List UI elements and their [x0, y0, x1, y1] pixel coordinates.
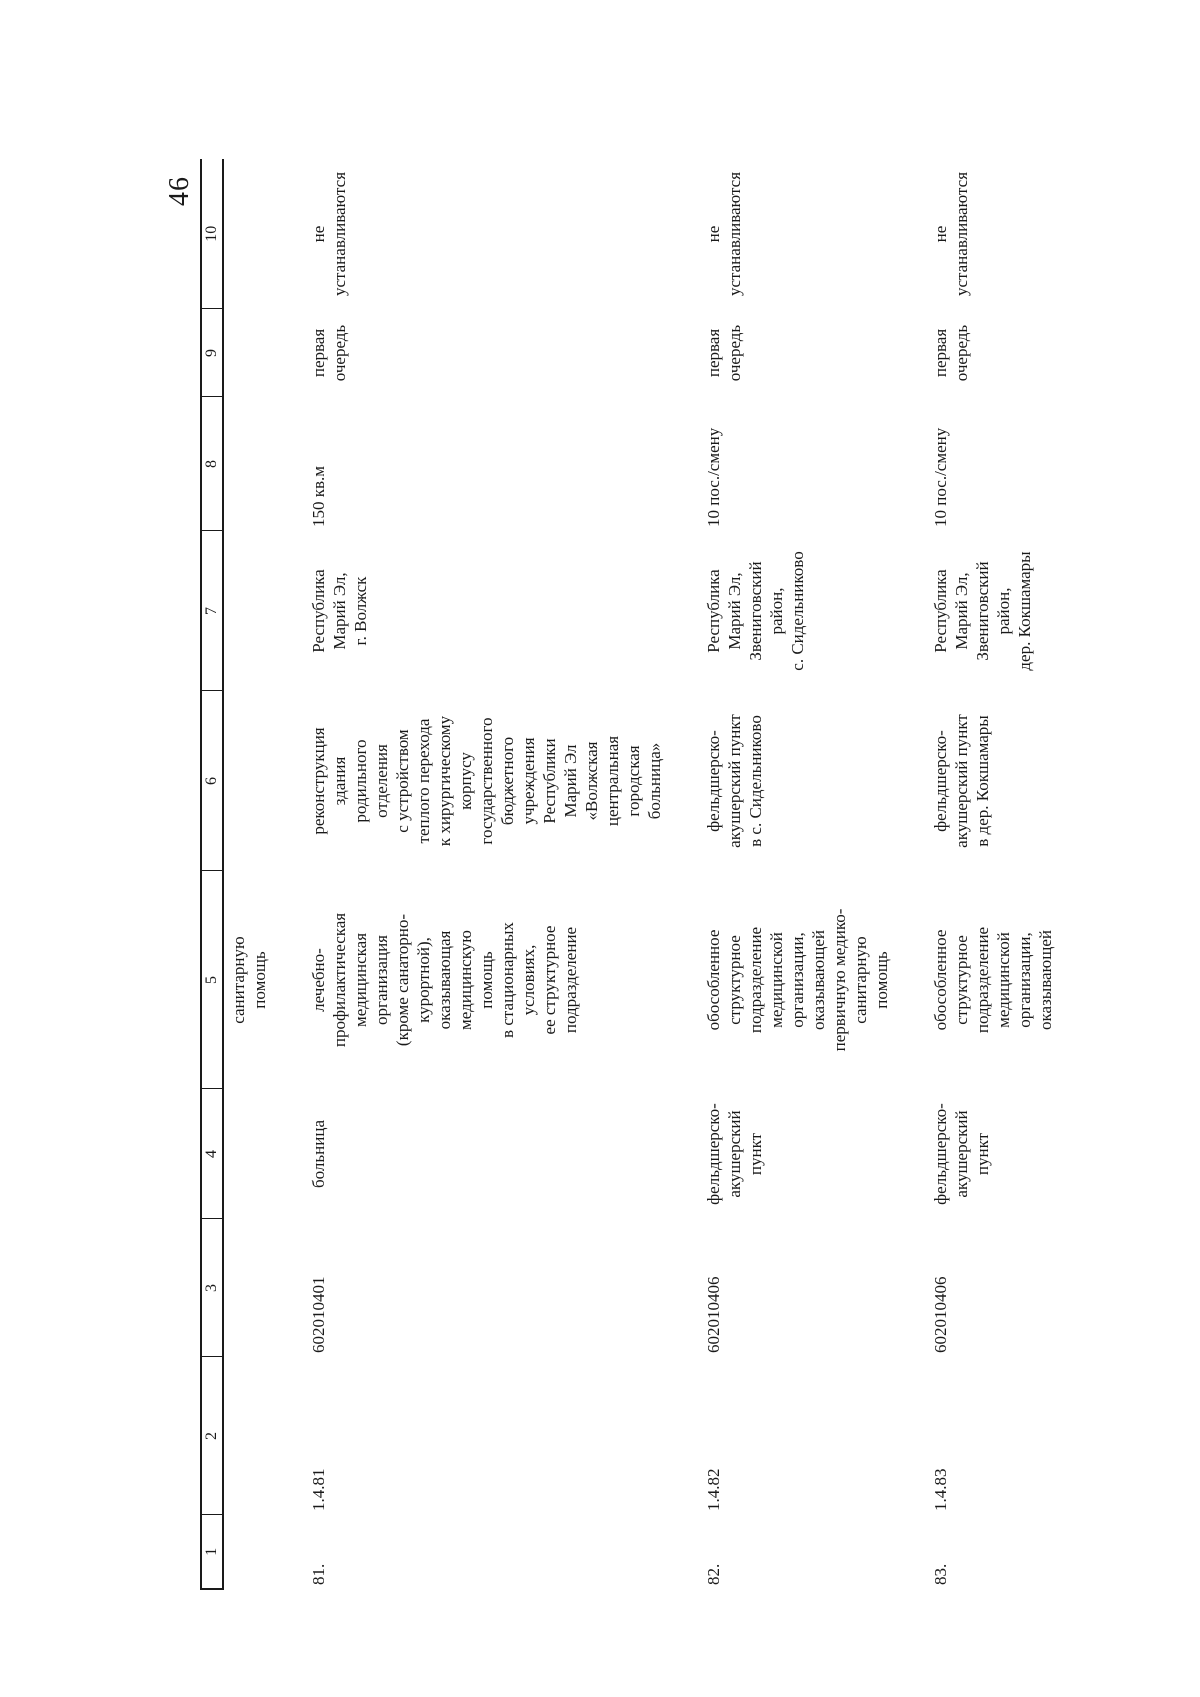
object-purpose: реконструкция здания родильного отделения с устройством теплого перехода к хирургическому корпусу государственного бюджетного учреждения Республики Марий Эл «Волжская центральная городская больница» — [309, 715, 664, 847]
row-number: 83. — [931, 1563, 950, 1585]
table-row — [665, 159, 892, 1589]
column-number: 4 — [201, 1089, 223, 1219]
column-number: 1 — [201, 1515, 223, 1589]
object-code: 1.4.83 — [931, 1468, 950, 1511]
object-kind: фельдшерско- акушерский пункт — [704, 1103, 765, 1205]
column-number: 3 — [201, 1219, 223, 1357]
row-number: 81. — [309, 1563, 328, 1585]
implementation-stage: первая очередь — [704, 324, 744, 382]
implementation-stage: первая очередь — [309, 324, 349, 382]
object-code: 1.4.82 — [704, 1468, 723, 1511]
column-number-row — [201, 159, 223, 1589]
object-location: Республика Марий Эл, Звениговский район, с. Сидельниково — [704, 551, 807, 671]
okato-code: 602010406 — [931, 1276, 950, 1353]
column-number: 2 — [201, 1357, 223, 1515]
object-type: лечебно- профилактическая медицинская организация (кроме санаторно- курортной), оказывающая медицинскую помощь в стационарных условиях, ее структурное подразделение — [309, 912, 580, 1048]
objects-table — [200, 159, 1056, 1590]
okato-code: 602010401 — [309, 1276, 328, 1353]
restriction-zones: не устанавливаются — [704, 171, 744, 297]
column-number: 8 — [201, 397, 223, 531]
object-code: 1.4.81 — [309, 1468, 328, 1511]
table-row — [892, 159, 1056, 1589]
okato-code: 602010406 — [704, 1276, 723, 1353]
implementation-stage: первая очередь — [931, 324, 971, 382]
object-location: Республика Марий Эл, Звениговский район, дер. Кокшамары — [931, 551, 1034, 671]
object-kind: больница — [309, 1120, 328, 1188]
rotated-document-page — [164, 160, 1200, 1590]
object-capacity: 150 кв.м — [309, 465, 328, 527]
restriction-zones: не устанавливаются — [931, 171, 971, 297]
object-kind: фельдшерско- акушерский пункт — [931, 1103, 992, 1205]
object-location: Республика Марий Эл, г. Волжск — [309, 569, 370, 653]
object-capacity: 10 пос./смену — [931, 427, 950, 527]
continuation-row — [223, 159, 270, 1589]
object-purpose: фельдшерско- акушерский пункт в дер. Кокшамары — [931, 714, 992, 848]
object-type: обособленное структурное подразделение медицинской организации, оказывающей первичную медико- санитарную помощь — [704, 908, 891, 1052]
column-number: 6 — [201, 691, 223, 871]
column-number: 9 — [201, 309, 223, 397]
object-purpose: фельдшерско- акушерский пункт в с. Сидельниково — [704, 714, 765, 848]
restriction-zones: не устанавливаются — [309, 171, 349, 297]
continued-type-text: санитарную помощь — [229, 936, 269, 1024]
column-number: 10 — [201, 159, 223, 309]
page-number: 46 — [164, 176, 195, 206]
column-number: 5 — [201, 871, 223, 1089]
table-row — [270, 159, 665, 1589]
object-capacity: 10 пос./смену — [704, 427, 723, 527]
object-type: обособленное структурное подразделение медицинской организации, оказывающей — [931, 926, 1055, 1034]
row-number: 82. — [704, 1563, 723, 1585]
column-number: 7 — [201, 531, 223, 691]
